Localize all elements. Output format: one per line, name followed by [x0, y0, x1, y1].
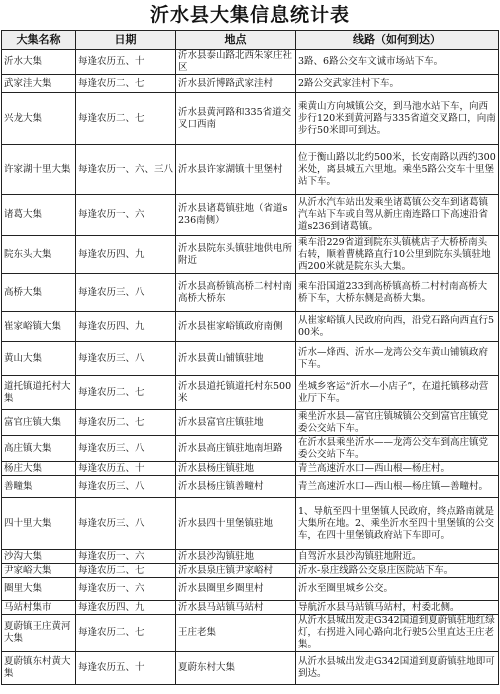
table-row: [2, 236, 499, 274]
market-info-table: [1, 30, 499, 685]
cell-date: 每逢农历二、七: [76, 93, 176, 145]
cell-market-name: 崔家峪镇大集: [2, 312, 76, 342]
page-title: 沂水县大集信息统计表: [149, 4, 350, 26]
cell-date: 每逢农历一、六: [76, 195, 176, 236]
table-row: [2, 376, 499, 410]
table-row: [2, 195, 499, 236]
cell-date: 每逢农历一、六: [76, 550, 176, 564]
cell-route: 青兰高速沂水口—西山根—杨庄镇—善疃村。: [296, 476, 499, 498]
cell-date: 每逢农历二、七: [76, 410, 176, 436]
header-route: 线路（如何到达）: [296, 31, 499, 50]
cell-market-name: 富官庄镇大集: [2, 410, 76, 436]
table-row: [2, 93, 499, 145]
cell-route: 坐城乡客运“沂水—小店子”，在道托镇移动营业厅下车。: [296, 376, 499, 410]
cell-date: 每逢农历三、八: [76, 498, 176, 550]
table-row: [2, 50, 499, 75]
table-row: [2, 145, 499, 195]
cell-market-name: 院东头大集: [2, 236, 76, 274]
header-place: 地点: [176, 31, 296, 50]
cell-market-name: 夏蔚镇王庄黄河大集: [2, 615, 76, 652]
table-row: [2, 274, 499, 312]
cell-market-name: 许家湖十里大集: [2, 145, 76, 195]
cell-place: 沂水县黄山铺镇驻地: [176, 342, 296, 376]
header-market-name: 大集名称: [2, 31, 76, 50]
cell-market-name: 四十里大集: [2, 498, 76, 550]
cell-market-name: 马站村集市: [2, 601, 76, 615]
cell-place: 沂水县高桥镇高桥二村村南高桥大桥东: [176, 274, 296, 312]
cell-place: 沂水县富官庄镇驻地: [176, 410, 296, 436]
cell-place: 沂水县院东头镇驻地供电所附近: [176, 236, 296, 274]
cell-date: 每逢农历四、九: [76, 601, 176, 615]
cell-route: 沂水至圈里城乡公交。: [296, 578, 499, 601]
table-row: [2, 652, 499, 685]
cell-place: 沂水县马站镇马站村: [176, 601, 296, 615]
table-row: [2, 342, 499, 376]
cell-route: 乘车沿国道233到高桥镇高桥二村村南高桥大桥下车，大桥东侧是高桥大集。: [296, 274, 499, 312]
cell-market-name: 诸葛大集: [2, 195, 76, 236]
cell-date: 每逢农历五、十: [76, 652, 176, 685]
cell-date: 每逢农历四、九: [76, 312, 176, 342]
cell-date: 每逢农历三、八: [76, 274, 176, 312]
cell-route: 从崔家峪镇人民政府向西，沿党石路向西直行500米。: [296, 312, 499, 342]
table-row: [2, 75, 499, 93]
cell-place: 沂水县杨庄镇驻地: [176, 462, 296, 476]
cell-market-name: 武家洼大集: [2, 75, 76, 93]
cell-place: 沂水县高庄镇驻地南坦路: [176, 436, 296, 462]
header-date: 日期: [76, 31, 176, 50]
cell-route: 在沂水县乘坐沂水——龙湾公交车到高庄镇党委公交站下车。: [296, 436, 499, 462]
cell-route: 沂水—烽西、沂水—龙湾公交车黄山铺镇政府下车。: [296, 342, 499, 376]
cell-place: 沂水县四十里堡镇驻地: [176, 498, 296, 550]
cell-date: 每逢农历三、八: [76, 476, 176, 498]
table-row: [2, 601, 499, 615]
table-row: [2, 498, 499, 550]
cell-date: 每逢农历三、八: [76, 342, 176, 376]
cell-place: 夏蔚东村大集: [176, 652, 296, 685]
cell-route: 3路、6路公交车文诚市场站下车。: [296, 50, 499, 75]
cell-market-name: 沂水大集: [2, 50, 76, 75]
cell-route: 从沂水县城出发走G342国道到夏蔚镇驻地红绿灯，右拐进入同心路向北行驶5公里直达王庄老集。: [296, 615, 499, 652]
cell-route: 自驾沂水县沙沟镇驻地附近。: [296, 550, 499, 564]
cell-date: 每逢农历二、七: [76, 564, 176, 578]
cell-route: 青兰高速沂水口—西山根—杨庄村。: [296, 462, 499, 476]
cell-place: 沂水县杨庄镇善疃村: [176, 476, 296, 498]
cell-route: 1、导航至四十里堡镇人民政府，终点路南就是大集所在地。2、乘坐沂水至四十里堡镇的公交车，在四十里堡镇政府站下车即可。: [296, 498, 499, 550]
cell-market-name: 圈里大集: [2, 578, 76, 601]
cell-place: 沂水县许家湖镇十里堡村: [176, 145, 296, 195]
cell-place: 沂水县泰山路北西朱家庄社区: [176, 50, 296, 75]
table-row: [2, 312, 499, 342]
table-body: [2, 50, 499, 685]
cell-date: 每逢农历五、十: [76, 50, 176, 75]
table-row: [2, 550, 499, 564]
cell-date: 每逢农历一、六: [76, 578, 176, 601]
cell-route: 沂水-泉庄线路公交泉庄医院站下车。: [296, 564, 499, 578]
cell-market-name: 道托镇道托村大集: [2, 376, 76, 410]
cell-market-name: 高桥大集: [2, 274, 76, 312]
cell-market-name: 沙沟大集: [2, 550, 76, 564]
cell-place: 沂水县圈里乡圈里村: [176, 578, 296, 601]
cell-date: 每逢农历三、八: [76, 436, 176, 462]
cell-route: 乘车沿229省道到院东头镇桃店子大桥桥南头右转，顺着曹桃路直行10公里到院东头镇驻地西200米就是院东头大集。: [296, 236, 499, 274]
table-row: [2, 564, 499, 578]
cell-market-name: 高庄镇大集: [2, 436, 76, 462]
cell-place: 王庄老集: [176, 615, 296, 652]
cell-date: 每逢农历四、九: [76, 236, 176, 274]
table-row: [2, 615, 499, 652]
cell-route: 导航沂水县马站镇马站村，村委北侧。: [296, 601, 499, 615]
table-row: [2, 578, 499, 601]
cell-place: 沂水县崔家峪镇政府南侧: [176, 312, 296, 342]
cell-route: 位于衡山路以北约500米，长安南路以西约300米处，离县城五六里地。乘坐5路公交车十里堡站下车。: [296, 145, 499, 195]
cell-route: 从沂水县城出发走G342国道到夏蔚镇驻地即可到达。: [296, 652, 499, 685]
cell-place: 沂水县沂博路武家洼村: [176, 75, 296, 93]
cell-market-name: 善疃集: [2, 476, 76, 498]
cell-place: 沂水县泉庄镇尹家峪村: [176, 564, 296, 578]
cell-market-name: 尹家峪大集: [2, 564, 76, 578]
cell-route: 从沂水汽车站出发乘坐诸葛镇公交车到诸葛镇汽车站下车或自驾从新庄南连路口下高速沿省道s236到诸葛镇。: [296, 195, 499, 236]
cell-market-name: 杨庄大集: [2, 462, 76, 476]
cell-date: 每逢农历二、七: [76, 376, 176, 410]
cell-date: 每逢农历二、七: [76, 615, 176, 652]
table-header-row: [2, 31, 499, 50]
cell-market-name: 黄山大集: [2, 342, 76, 376]
cell-market-name: 夏蔚镇东村黄大集: [2, 652, 76, 685]
table-row: [2, 462, 499, 476]
cell-place: 沂水县诸葛镇驻地（省道s236南侧）: [176, 195, 296, 236]
cell-date: 每逢农历一、六、三八: [76, 145, 176, 195]
table-row: [2, 436, 499, 462]
cell-place: 沂水县黄河路和335省道交叉口西南: [176, 93, 296, 145]
cell-date: 每逢农历二、七: [76, 75, 176, 93]
cell-place: 沂水县道托镇道托村东500米: [176, 376, 296, 410]
table-row: [2, 476, 499, 498]
cell-route: 乘坐沂水县—富官庄镇城镇公交到富官庄镇党委公交站下车。: [296, 410, 499, 436]
cell-date: 每逢农历五、十: [76, 462, 176, 476]
cell-route: 乘黄山方向城镇公交，到马池水站下车，向西步行120米到黄河路与335省道交叉路口，向南步行50米即可到达。: [296, 93, 499, 145]
table-row: [2, 410, 499, 436]
cell-route: 2路公交武家洼村下车。: [296, 75, 499, 93]
cell-place: 沂水县沙沟镇驻地: [176, 550, 296, 564]
cell-market-name: 兴龙大集: [2, 93, 76, 145]
